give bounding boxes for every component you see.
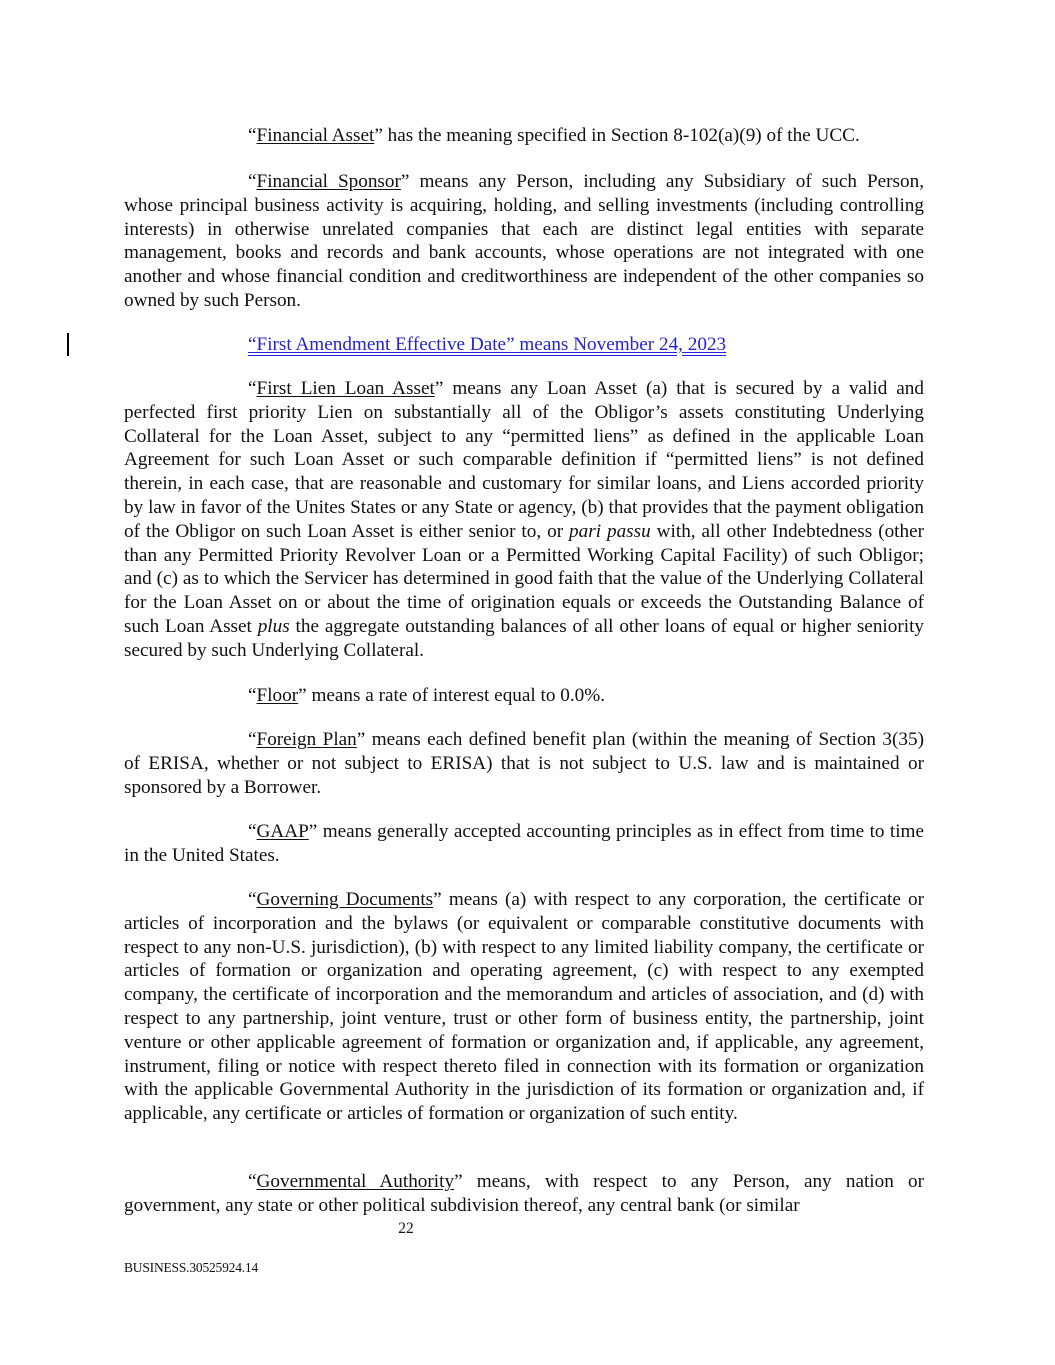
close-quote: ” <box>308 821 318 842</box>
definition-text: with, all other Indebtedness (other than any Permitted Priority Revolver Loan or a Permitted Working Capital Facility) of such Obligor; and (c) as to which the Servicer has determined in good faith that the value of the Underlying Collateral for the Loan Asset on or about the time of origination equals or exceeds the Outstanding Balance of such Loan Asset <box>124 520 925 637</box>
open-quote: “ <box>248 889 257 910</box>
definition-text: has the meaning specified in Section 8-102(a)(9) of the UCC. <box>382 125 860 146</box>
inserted-revision-text: “First Amendment Effective Date” means November 24, 2023 <box>248 334 727 355</box>
close-quote: ” <box>434 378 444 399</box>
definition-floor <box>124 684 924 708</box>
defined-term: Financial Sponsor <box>256 171 401 192</box>
definition-gaap <box>124 820 924 868</box>
page-number: 22 <box>398 1220 414 1237</box>
definition-financial-sponsor <box>124 170 924 313</box>
close-quote: ” <box>374 125 383 146</box>
definition-text: means any Loan Asset (a) that is secured by a valid and perfected first priority Lien on substantially all of the Obligor’s assets constituting Underlying Collateral for the Loan Asset, subject to any “permitted liens” as defined in the applicable Loan Agreement for such Loan Asset or such comparable definition if “permitted liens” is not defined therein, in each case, that are reasonable and customary for similar loans, and Liens accorded priority by law in favor of the Unites States or any State or agency, (b) that provides that the payment obligation of the Obligor on such Loan Asset is either senior to, or <box>124 378 924 542</box>
definition-text: means (a) with respect to any corporation, the certificate or articles of incorporation and the bylaws (or equivalent or comparable constitutive documents with respect to any non-U.S. jurisdiction), (b) with respect to any limited liability company, the certificate or articles of formation or organization and operating agreement, (c) with respect to any exempted company, the certificate of incorporation and the memorandum and articles of association, and (d) with respect to any partnership, joint venture, trust or other form of business entity, the partnership, joint venture or other applicable agreement of formation or organization and, if applicable, any agreement, instrument, filing or notice with respect thereto filed in connection with its formation or organization with the applicable Governmental Authority in the jurisdiction of its formation or organization and, if applicable, any certificate or articles of formation or organization of such entity. <box>124 889 924 1125</box>
open-quote: “ <box>248 821 257 842</box>
open-quote: “ <box>248 685 257 706</box>
defined-term: GAAP <box>256 821 309 842</box>
definition-text: means each defined benefit plan (within the meaning of Section 3(35) of ERISA, whether or not subject to ERISA) that is not subject to U.S. law and is maintained or sponsored by a Borrower. <box>124 729 924 798</box>
close-quote: ” <box>433 889 442 910</box>
italic-text: pari passu <box>569 520 651 542</box>
definition-text: means a rate of interest equal to 0.0%. <box>306 685 606 706</box>
open-quote: “ <box>248 1171 257 1192</box>
defined-term: First Lien Loan Asset <box>256 378 435 399</box>
italic-text: plus <box>257 615 290 637</box>
defined-term: Floor <box>256 685 299 706</box>
open-quote: “ <box>248 378 257 399</box>
defined-term: Governmental Authority <box>256 1171 455 1192</box>
defined-term: Governing Documents <box>256 889 434 910</box>
definition-text: means any Person, including any Subsidiary of such Person, whose principal business activity is acquiring, holding, and selling investments (including controlling interests) in otherwise unrelated companies that each are distinct legal entities with separate management, books and records and bank accounts, whose operations are not integrated with one another and whose financial condition and creditworthiness are independent of the other companies so owned by such Person. <box>124 171 924 311</box>
definition-text: the aggregate outstanding balances of all other loans of equal or higher seniority secured by such Underlying Collateral. <box>124 615 924 661</box>
open-quote: “ <box>248 171 257 192</box>
document-footer-id: BUSINESS.30525924.14 <box>124 1260 259 1275</box>
definition-text: means generally accepted accounting principles as in effect from time to time in the United States. <box>124 821 924 866</box>
change-bar-marker <box>67 333 69 356</box>
defined-term: Financial Asset <box>256 125 375 146</box>
definition-text: means, with respect to any Person, any nation or government, any state or other political subdivision thereof, any central bank (or similar <box>124 1171 925 1216</box>
close-quote: ” <box>400 171 410 192</box>
close-quote: ” <box>298 685 307 706</box>
definition-first-amendment-effective-date <box>124 333 924 357</box>
close-quote: ” <box>454 1171 463 1192</box>
defined-term: Foreign Plan <box>256 729 357 750</box>
close-quote: ” <box>356 729 366 750</box>
definition-governmental-authority <box>124 1170 924 1218</box>
open-quote: “ <box>248 729 257 750</box>
open-quote: “ <box>248 125 257 146</box>
definition-foreign-plan <box>124 728 924 799</box>
definition-first-lien-loan-asset <box>124 377 924 663</box>
definition-financial-asset <box>124 124 924 148</box>
definition-governing-documents <box>124 888 924 1126</box>
